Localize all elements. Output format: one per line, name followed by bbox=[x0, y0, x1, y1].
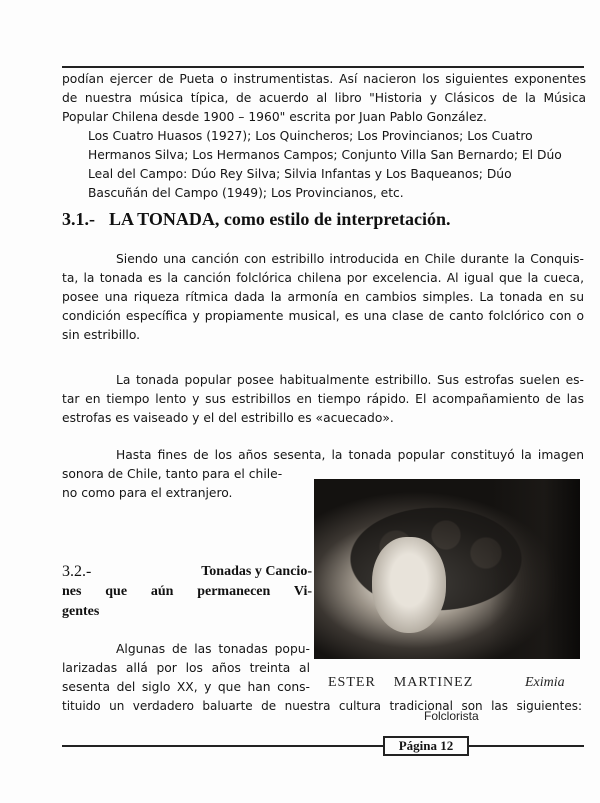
footer-rule-right bbox=[469, 745, 584, 747]
photo-caption-name: ESTER MARTINEZ bbox=[328, 675, 474, 690]
s32-p-line-4: tituido un verdadero baluarte de nuestra cultura tradicional son las siguientes: bbox=[62, 699, 582, 713]
section-32-title-line-1 bbox=[62, 562, 312, 582]
intro-line-3: Popular Chilena desde 1900 – 1960" escrita por Juan Pablo González. bbox=[62, 110, 487, 124]
s31-p2-line-3: estrofas es vaiseado y el del estribillo es «acuecado». bbox=[62, 411, 394, 425]
s31-p1-line-3: posee una riqueza rítmica dada la armonía en cambios simples. La tonada en su bbox=[62, 290, 584, 304]
s31-p3-line-3: no como para el extranjero. bbox=[62, 486, 233, 500]
s31-p1-line-2: ta, la tonada es la canción folclórica chilena por excelencia. Al igual que la cueca, bbox=[62, 271, 584, 285]
section-32-title-part-1: Tonadas y Cancio- bbox=[201, 564, 312, 579]
photo-caption-word: Eximia bbox=[525, 675, 565, 690]
s32-p-line-2: larizadas allá por los años treinta al bbox=[62, 661, 310, 675]
photo-face-shape bbox=[372, 537, 446, 633]
photo-shadow bbox=[490, 479, 580, 659]
section-32-title-line-2: nes que aún permanecen Vi- bbox=[62, 584, 312, 599]
section-32-heading bbox=[62, 562, 312, 622]
groups-line-3: Leal del Campo: Dúo Rey Silva; Silvia Infantas y Los Baqueanos; Dúo bbox=[88, 167, 512, 181]
section-31-number: 3.1.- bbox=[62, 209, 95, 229]
top-rule bbox=[62, 66, 584, 68]
intro-line-1: podían ejercer de Pueta o instrumentistas. Así nacieron los siguientes exponentes bbox=[62, 72, 586, 86]
footer-rule-left bbox=[62, 745, 383, 747]
ester-martinez-photo bbox=[314, 479, 580, 659]
s32-p-line-3: sesenta del siglo XX, y que han cons- bbox=[62, 680, 310, 694]
s31-p1-line-4: condición específica y propiamente musical, es una clase de canto folclórico con o bbox=[62, 309, 584, 323]
s31-p1-line-5: sin estribillo. bbox=[62, 328, 141, 342]
section-31-title: LA TONADA, como estilo de interpretación. bbox=[109, 209, 451, 229]
intro-line-2: de nuestra música típica, de acuerdo al libro "Historia y Clásicos de la Música bbox=[62, 91, 586, 105]
s31-p1-line-1: Siendo una canción con estribillo introducida en Chile durante la Conquis- bbox=[116, 252, 584, 266]
s31-p2-line-1: La tonada popular posee habitualmente estribillo. Sus estrofas suelen es- bbox=[116, 373, 584, 387]
page-number-box: Página 12 bbox=[383, 736, 469, 756]
section-31-heading bbox=[62, 206, 450, 232]
s31-p3-line-2: sonora de Chile, tanto para el chile- bbox=[62, 467, 283, 481]
s31-p2-line-2: tar en tiempo lento y sus estribillos en tiempo rápido. El acompañamiento de las bbox=[62, 392, 584, 406]
groups-line-4: Bascuñán del Campo (1949); Los Provincianos, etc. bbox=[88, 186, 404, 200]
section-32-number: 3.2.- bbox=[62, 563, 92, 580]
s32-p-line-1: Algunas de las tonadas popu- bbox=[116, 642, 310, 656]
photo-caption-role: Folclorista bbox=[424, 709, 479, 723]
s31-p3-line-1: Hasta fines de los años sesenta, la tonada popular constituyó la imagen bbox=[116, 448, 584, 462]
groups-line-2: Hermanos Silva; Los Hermanos Campos; Conjunto Villa San Bernardo; El Dúo bbox=[88, 148, 562, 162]
groups-line-1: Los Cuatro Huasos (1927); Los Quincheros; Los Provincianos; Los Cuatro bbox=[88, 129, 533, 143]
section-32-title-line-3: gentes bbox=[62, 604, 100, 619]
